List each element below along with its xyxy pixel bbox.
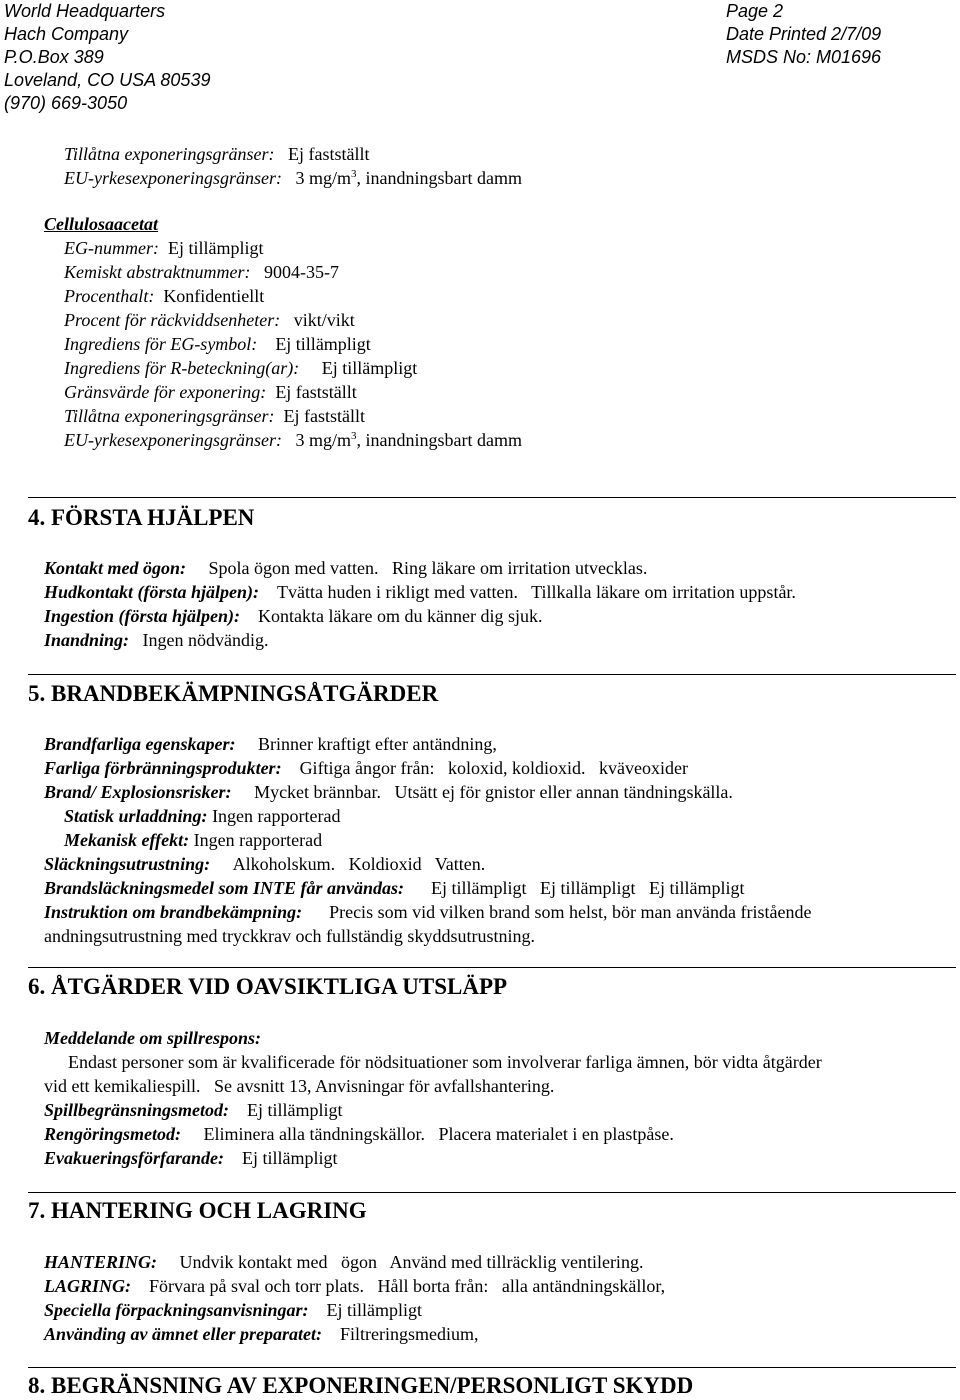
exposure-limit-row: Gränsvärde för exponering: Ej fastställt (64, 382, 357, 402)
address-line-4: Loveland, CO USA 80539 (4, 70, 211, 90)
firefighting-instructions-row: Instruktion om brandbekämpning: Precis som vid vilken brand som helst, bör man använda fristående (44, 902, 812, 922)
firefighting-continuation: andningsutrustning med tryckkrav och fullständig skyddsutrustning. (44, 926, 535, 946)
company-address (4, 0, 210, 115)
ec-number-row: EG-nummer: Ej tillämpligt (64, 238, 264, 258)
field-label: Tillåtna exponeringsgränser: (64, 144, 275, 164)
field-value: Ej fastställt (288, 144, 370, 164)
document-info (726, 0, 881, 69)
address-line-3: P.O.Box 389 (4, 47, 104, 67)
eye-contact-row: Kontakt med ögon: Spola ögon med vatten. Ring läkare om irritation utvecklas. (44, 558, 648, 578)
allowed-exposure-row: Tillåtna exponeringsgränser: Ej fastställt (64, 406, 365, 426)
substance-name: Cellulosaacetat (44, 214, 158, 234)
usage-row: Använding av ämnet eller preparatet: Filtreringsmedium, (44, 1324, 479, 1344)
section-divider (28, 1192, 956, 1193)
section-5-title: 5. BRANDBEKÄMPNINGSÅTGÄRDER (28, 681, 439, 706)
unsuitable-media-row: Brandsläckningsmedel som INTE får användas: Ej tillämpligt Ej tillämpligt Ej tillämpligt (44, 878, 745, 898)
containment-row: Spillbegränsningsmetod: Ej tillämpligt (44, 1100, 343, 1120)
percent-row: Procenthalt: Konfidentiellt (64, 286, 265, 306)
eu-exposure-row-2: EU-yrkesexponeringsgränser: 3 $mg/m^3$, inandningsbart damm (64, 430, 522, 450)
address-line-1: World Headquarters (4, 1, 166, 21)
r-phrase-row: Ingrediens för R-beteckning(ar): Ej tillämpligt (64, 358, 418, 378)
eu-exposure-row (64, 166, 522, 190)
flammable-props-row: Brandfarliga egenskaper: Brinner kraftigt efter antändning, (44, 734, 497, 754)
section-divider (28, 674, 956, 675)
section-8-title: 8. BEGRÄNSNING AV EXPONERINGEN/PERSONLIGT SKYDD (28, 1373, 694, 1398)
spill-response-text-1: Endast personer som är kvalificerade för nödsituationer som involverar farliga ämnen, bör vidta åtgärder (68, 1052, 822, 1072)
static-discharge-row: Statisk urladdning: Ingen rapporterad (64, 806, 341, 826)
superscript: 3 (350, 168, 357, 180)
storage-row: LAGRING: Förvara på sval och torr plats. Håll borta från: alla antändningskällor, (44, 1276, 666, 1296)
cleanup-row: Rengöringsmetod: Eliminera alla tändningskällor. Placera materialet i en plastpåse. (44, 1124, 674, 1144)
page-number: Page 2 (726, 1, 784, 21)
mechanical-impact-row: Mekanisk effekt: Ingen rapporterad (64, 830, 323, 850)
skin-contact-row: Hudkontakt (första hjälpen): Tvätta huden i rikligt med vatten. Tillkalla läkare om irritation uppstår. (44, 582, 796, 602)
field-value: 3 mg/m (295, 168, 351, 188)
section-7-title: 7. HANTERING OCH LAGRING (28, 1198, 367, 1223)
handling-row: HANTERING: Undvik kontakt med ögon Använd med tillräcklig ventilering. (44, 1252, 644, 1272)
packaging-row: Speciella förpackningsanvisningar: Ej tillämpligt (44, 1300, 423, 1320)
section-divider (28, 967, 956, 968)
ec-symbol-row: Ingrediens för EG-symbol: Ej tillämpligt (64, 334, 371, 354)
exposure-limits-row (64, 142, 369, 166)
cas-number-row: Kemiskt abstraktnummer: 9004-35-7 (64, 262, 339, 282)
explosion-risk-row: Brand/ Explosionsrisker: Mycket brännbar. Utsätt ej för gnistor eller annan tändningskälla. (44, 782, 733, 802)
combustion-products-row: Farliga förbränningsprodukter: Giftiga ångor från: koloxid, koldioxid. kväveoxider (44, 758, 688, 778)
field-label: EU-yrkesexponeringsgränser: (64, 168, 282, 188)
field-value-suffix: , inandningsbart damm (356, 168, 522, 188)
evacuation-row: Evakueringsförfarande: Ej tillämpligt (44, 1148, 338, 1168)
spill-response-label: Meddelande om spillrespons: (44, 1028, 262, 1048)
spill-response-text-2: vid ett kemikaliespill. Se avsnitt 13, Anvisningar för avfallshantering. (44, 1076, 555, 1096)
msds-number: MSDS No: M01696 (726, 47, 882, 67)
address-line-2: Hach Company (4, 24, 129, 44)
percent-units-row: Procent för räckviddsenheter: vikt/vikt (64, 310, 355, 330)
date-printed: Date Printed 2/7/09 (726, 24, 882, 44)
section-4-title: 4. FÖRSTA HJÄLPEN (28, 505, 255, 530)
inhalation-row: Inandning: Ingen nödvändig. (44, 630, 269, 650)
section-divider (28, 1367, 956, 1368)
extinguishing-media-row: Släckningsutrustning: Alkoholskum. Koldioxid Vatten. (44, 854, 486, 874)
section-divider (28, 497, 956, 498)
ingestion-row: Ingestion (första hjälpen): Kontakta läkare om du känner dig sjuk. (44, 606, 543, 626)
address-line-5: (970) 669-3050 (4, 93, 128, 113)
section-6-title: 6. ÅTGÄRDER VID OAVSIKTLIGA UTSLÄPP (28, 974, 508, 999)
